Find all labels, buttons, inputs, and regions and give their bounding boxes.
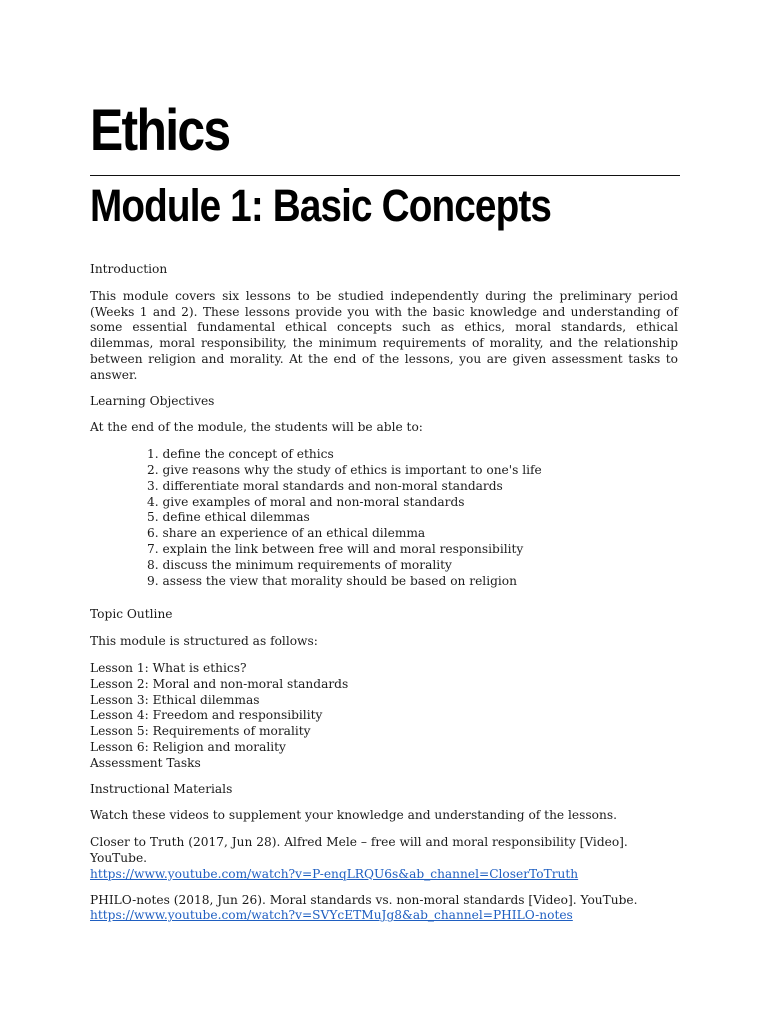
- outline-heading: Topic Outline: [90, 607, 173, 622]
- list-item: Lesson 5: Requirements of morality: [90, 724, 311, 739]
- reference-citation: Closer to Truth (2017, Jun 28). Alfred Mele – free will and moral responsibility [Video]. YouTube.: [90, 835, 628, 865]
- objectives-heading: Learning Objectives: [90, 393, 215, 408]
- materials-lead: Watch these videos to supplement your knowledge and understanding of the lessons.: [90, 808, 617, 823]
- list-item: 6. share an experience of an ethical dilemma: [147, 526, 426, 541]
- list-item: Lesson 4: Freedom and responsibility: [90, 708, 323, 723]
- module-title: Module 1: Basic Concepts: [90, 180, 552, 231]
- introduction-heading: Introduction: [90, 262, 168, 276]
- introduction-text: This module covers six lessons to be studied independently during the preliminary period (Weeks 1 and 2). These lessons provide you with the basic knowledge and understanding of some essential fundamental ethical concepts such as ethics, moral standards, ethical dilemmas, moral responsibility, the minimum requirements of morality, and the relationship between religion and morality. At the end of the lessons, you are given assessment tasks to answer.: [90, 288, 678, 382]
- list-item: 5. define ethical dilemmas: [147, 510, 310, 525]
- list-item: 4. give examples of moral and non-moral standards: [147, 494, 465, 509]
- reference-link[interactable]: https://www.youtube.com/watch?v=P-enqLRQU6s&ab_channel=CloserToTruth: [90, 866, 579, 881]
- materials-heading: Instructional Materials: [90, 781, 233, 796]
- reference-link[interactable]: https://www.youtube.com/watch?v=SVYcETMuJg8&ab_channel=PHILO-notes: [90, 908, 573, 923]
- list-item: 1. define the concept of ethics: [147, 447, 334, 462]
- list-item: Lesson 3: Ethical dilemmas: [90, 692, 260, 707]
- list-item: 7. explain the link between free will and moral responsibility: [147, 541, 524, 556]
- reference-citation: PHILO-notes (2018, Jun 26). Moral standards vs. non-moral standards [Video]. YouTube.: [90, 892, 638, 907]
- list-item: Lesson 2: Moral and non-moral standards: [90, 676, 349, 691]
- list-item: Lesson 6: Religion and morality: [90, 739, 286, 754]
- list-item: 9. assess the view that morality should be based on religion: [147, 573, 517, 588]
- list-item: 3. differentiate moral standards and non-moral standards: [147, 478, 503, 493]
- outline-list: [90, 661, 678, 772]
- list-item: Lesson 1: What is ethics?: [90, 660, 247, 675]
- list-item: 2. give reasons why the study of ethics is important to one's life: [147, 462, 542, 477]
- objectives-list: [90, 447, 678, 589]
- document-body: [90, 262, 678, 924]
- list-item: 8. discuss the minimum requirements of morality: [147, 557, 452, 572]
- title-divider: [90, 175, 680, 176]
- document-title: Ethics: [90, 98, 230, 163]
- list-item: Assessment Tasks: [90, 755, 201, 770]
- objectives-lead: At the end of the module, the students will be able to:: [90, 420, 423, 435]
- outline-lead: This module is structured as follows:: [90, 634, 318, 649]
